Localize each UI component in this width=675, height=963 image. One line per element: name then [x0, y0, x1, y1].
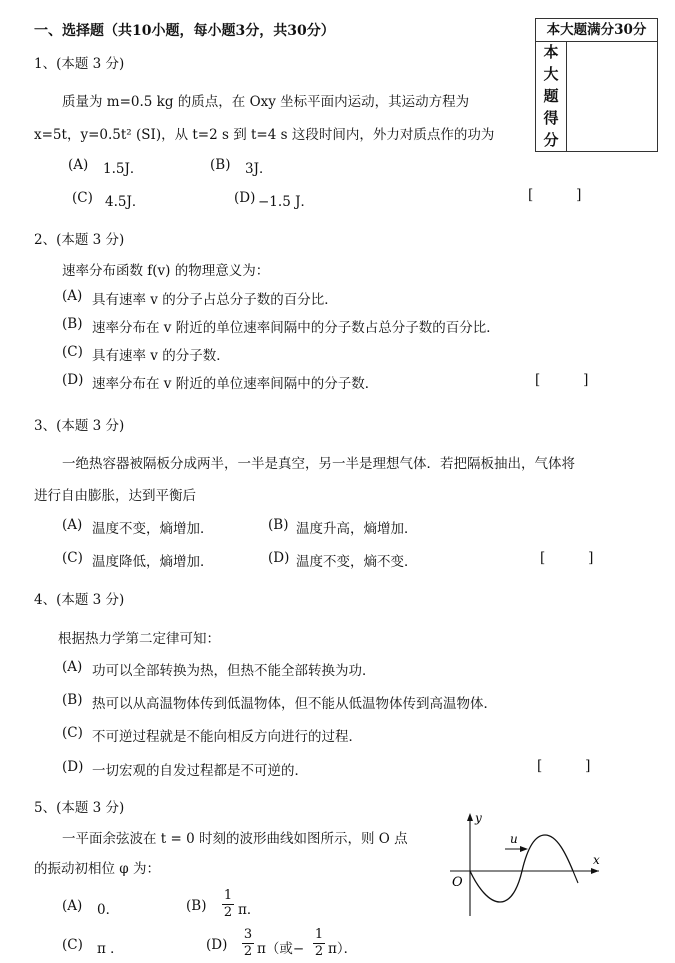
score-side-char: 得 — [543, 109, 559, 127]
option-key[interactable]: (A) — [62, 898, 83, 914]
wave-figure — [445, 808, 605, 920]
u-label: u — [510, 832, 518, 846]
option-text: 3J． — [245, 161, 273, 177]
question-5-number: 5、(本题 3 分) — [34, 800, 125, 816]
question-3-number: 3、(本题 3 分) — [34, 418, 125, 434]
question-5-stem-line2: 的振动初相位 φ 为： — [34, 861, 161, 877]
option-text: π ． — [97, 941, 124, 957]
option-key[interactable]: (D) — [62, 759, 84, 775]
fraction-denominator: 2 — [223, 905, 233, 920]
fraction-numerator: 1 — [314, 927, 324, 942]
option-key[interactable]: (A) — [62, 517, 83, 533]
option-text: 具有速率 v 的分子数． — [92, 348, 230, 364]
option-key[interactable]: (C) — [72, 190, 93, 206]
x-label: x — [593, 853, 600, 867]
wave-tail — [573, 871, 578, 883]
option-key[interactable]: (A) — [68, 157, 89, 173]
question-2-number: 2、(本题 3 分) — [34, 232, 125, 248]
option-text: π）． — [328, 941, 358, 957]
score-box — [535, 18, 658, 152]
fraction-denominator: 2 — [243, 944, 253, 959]
option-key[interactable]: (A) — [62, 288, 83, 304]
option-text: 速率分布在 v 附近的单位速率间隔中的分子数． — [92, 376, 379, 392]
answer-bracket[interactable]: [ ] — [528, 187, 582, 203]
fraction-three-halves — [242, 928, 254, 959]
fraction-one-half — [222, 889, 234, 920]
question-1-number: 1、(本题 3 分) — [34, 56, 125, 72]
question-4-stem: 根据热力学第二定律可知： — [58, 631, 220, 647]
score-side-char: 本 — [543, 43, 559, 61]
question-5-stem-line1: 一平面余弦波在 t = 0 时刻的波形曲线如图所示，则 O 点 — [62, 831, 408, 847]
fraction-numerator: 3 — [243, 927, 253, 942]
score-side-char: 分 — [543, 131, 559, 149]
option-text: 温度不变，熵不变． — [296, 554, 418, 570]
option-key[interactable]: (C) — [62, 344, 83, 360]
fraction-numerator: 1 — [223, 888, 233, 903]
fraction-denominator: 2 — [314, 944, 324, 959]
question-3-stem-line2: 进行自由膨胀，达到平衡后 — [34, 488, 196, 504]
option-text: 0． — [97, 902, 120, 918]
option-text: −1.5 J． — [258, 194, 314, 210]
option-key[interactable]: (B) — [268, 517, 289, 533]
option-key[interactable]: (D) — [234, 190, 256, 206]
option-key[interactable]: (B) — [62, 692, 83, 708]
option-text: 1.5J． — [103, 161, 144, 177]
option-key[interactable]: (D) — [62, 372, 84, 388]
question-1-stem-line1: 质量为 m=0.5 kg 的质点，在 Oxy 坐标平面内运动，其运动方程为 — [62, 94, 470, 110]
question-1-stem-line2: x=5t，y=0.5t² (SI)，从 t=2 s 到 t=4 s 这段时间内，外力对质点作的功为 — [34, 127, 495, 143]
option-key[interactable]: (B) — [62, 316, 83, 332]
option-text: 功可以全部转换为热，但热不能全部转换为功． — [92, 663, 376, 679]
option-key[interactable]: (A) — [62, 659, 83, 675]
option-text: 热可以从高温物体传到低温物体，但不能从低温物体传到高温物体． — [92, 696, 497, 712]
option-key[interactable]: (C) — [62, 937, 83, 953]
wave-curve — [470, 835, 573, 902]
option-key[interactable]: (D) — [206, 937, 228, 953]
question-4-number: 4、(本题 3 分) — [34, 592, 125, 608]
option-text: 速率分布在 v 附近的单位速率间隔中的分子数占总分子数的百分比． — [92, 320, 500, 336]
option-text: 温度升高，熵增加． — [296, 521, 418, 537]
question-3-stem-line1: 一绝热容器被隔板分成两半，一半是真空，另一半是理想气体．若把隔板抽出，气体将 — [62, 456, 575, 472]
option-text: 不可逆过程就是不能向相反方向进行的过程． — [92, 729, 362, 745]
score-box-side-label — [536, 41, 567, 151]
section-title: 一、选择题（共10小题，每小题3分，共30分） — [34, 23, 335, 39]
option-text: 温度降低，熵增加． — [92, 554, 214, 570]
y-label: y — [475, 811, 482, 825]
option-text: 4.5J． — [105, 194, 146, 210]
y-axis-arrow-icon — [467, 813, 473, 821]
score-box-header: 本大题满分30分 — [536, 19, 657, 42]
answer-bracket[interactable]: [ ] — [540, 550, 594, 566]
option-key[interactable]: (D) — [268, 550, 290, 566]
answer-bracket[interactable]: [ ] — [535, 372, 589, 388]
x-axis-arrow-icon — [591, 868, 599, 874]
fraction-one-half — [313, 928, 325, 959]
option-text: 温度不变，熵增加． — [92, 521, 214, 537]
origin-label: O — [452, 875, 463, 890]
score-side-char: 大 — [543, 65, 559, 83]
answer-bracket[interactable]: [ ] — [537, 758, 591, 774]
option-text: π． — [238, 902, 261, 918]
option-key[interactable]: (C) — [62, 550, 83, 566]
option-key[interactable]: (C) — [62, 725, 83, 741]
score-input-cell[interactable] — [567, 41, 657, 151]
option-text: 一切宏观的自发过程都是不可逆的． — [92, 763, 308, 779]
option-key[interactable]: (B) — [210, 157, 231, 173]
velocity-arrow-head-icon — [520, 846, 528, 852]
option-key[interactable]: (B) — [186, 898, 207, 914]
question-2-stem: 速率分布函数 f(v) 的物理意义为： — [62, 263, 270, 279]
option-text: π（或− — [257, 941, 305, 957]
score-side-char: 题 — [543, 87, 559, 105]
option-text: 具有速率 v 的分子占总分子数的百分比． — [92, 292, 338, 308]
